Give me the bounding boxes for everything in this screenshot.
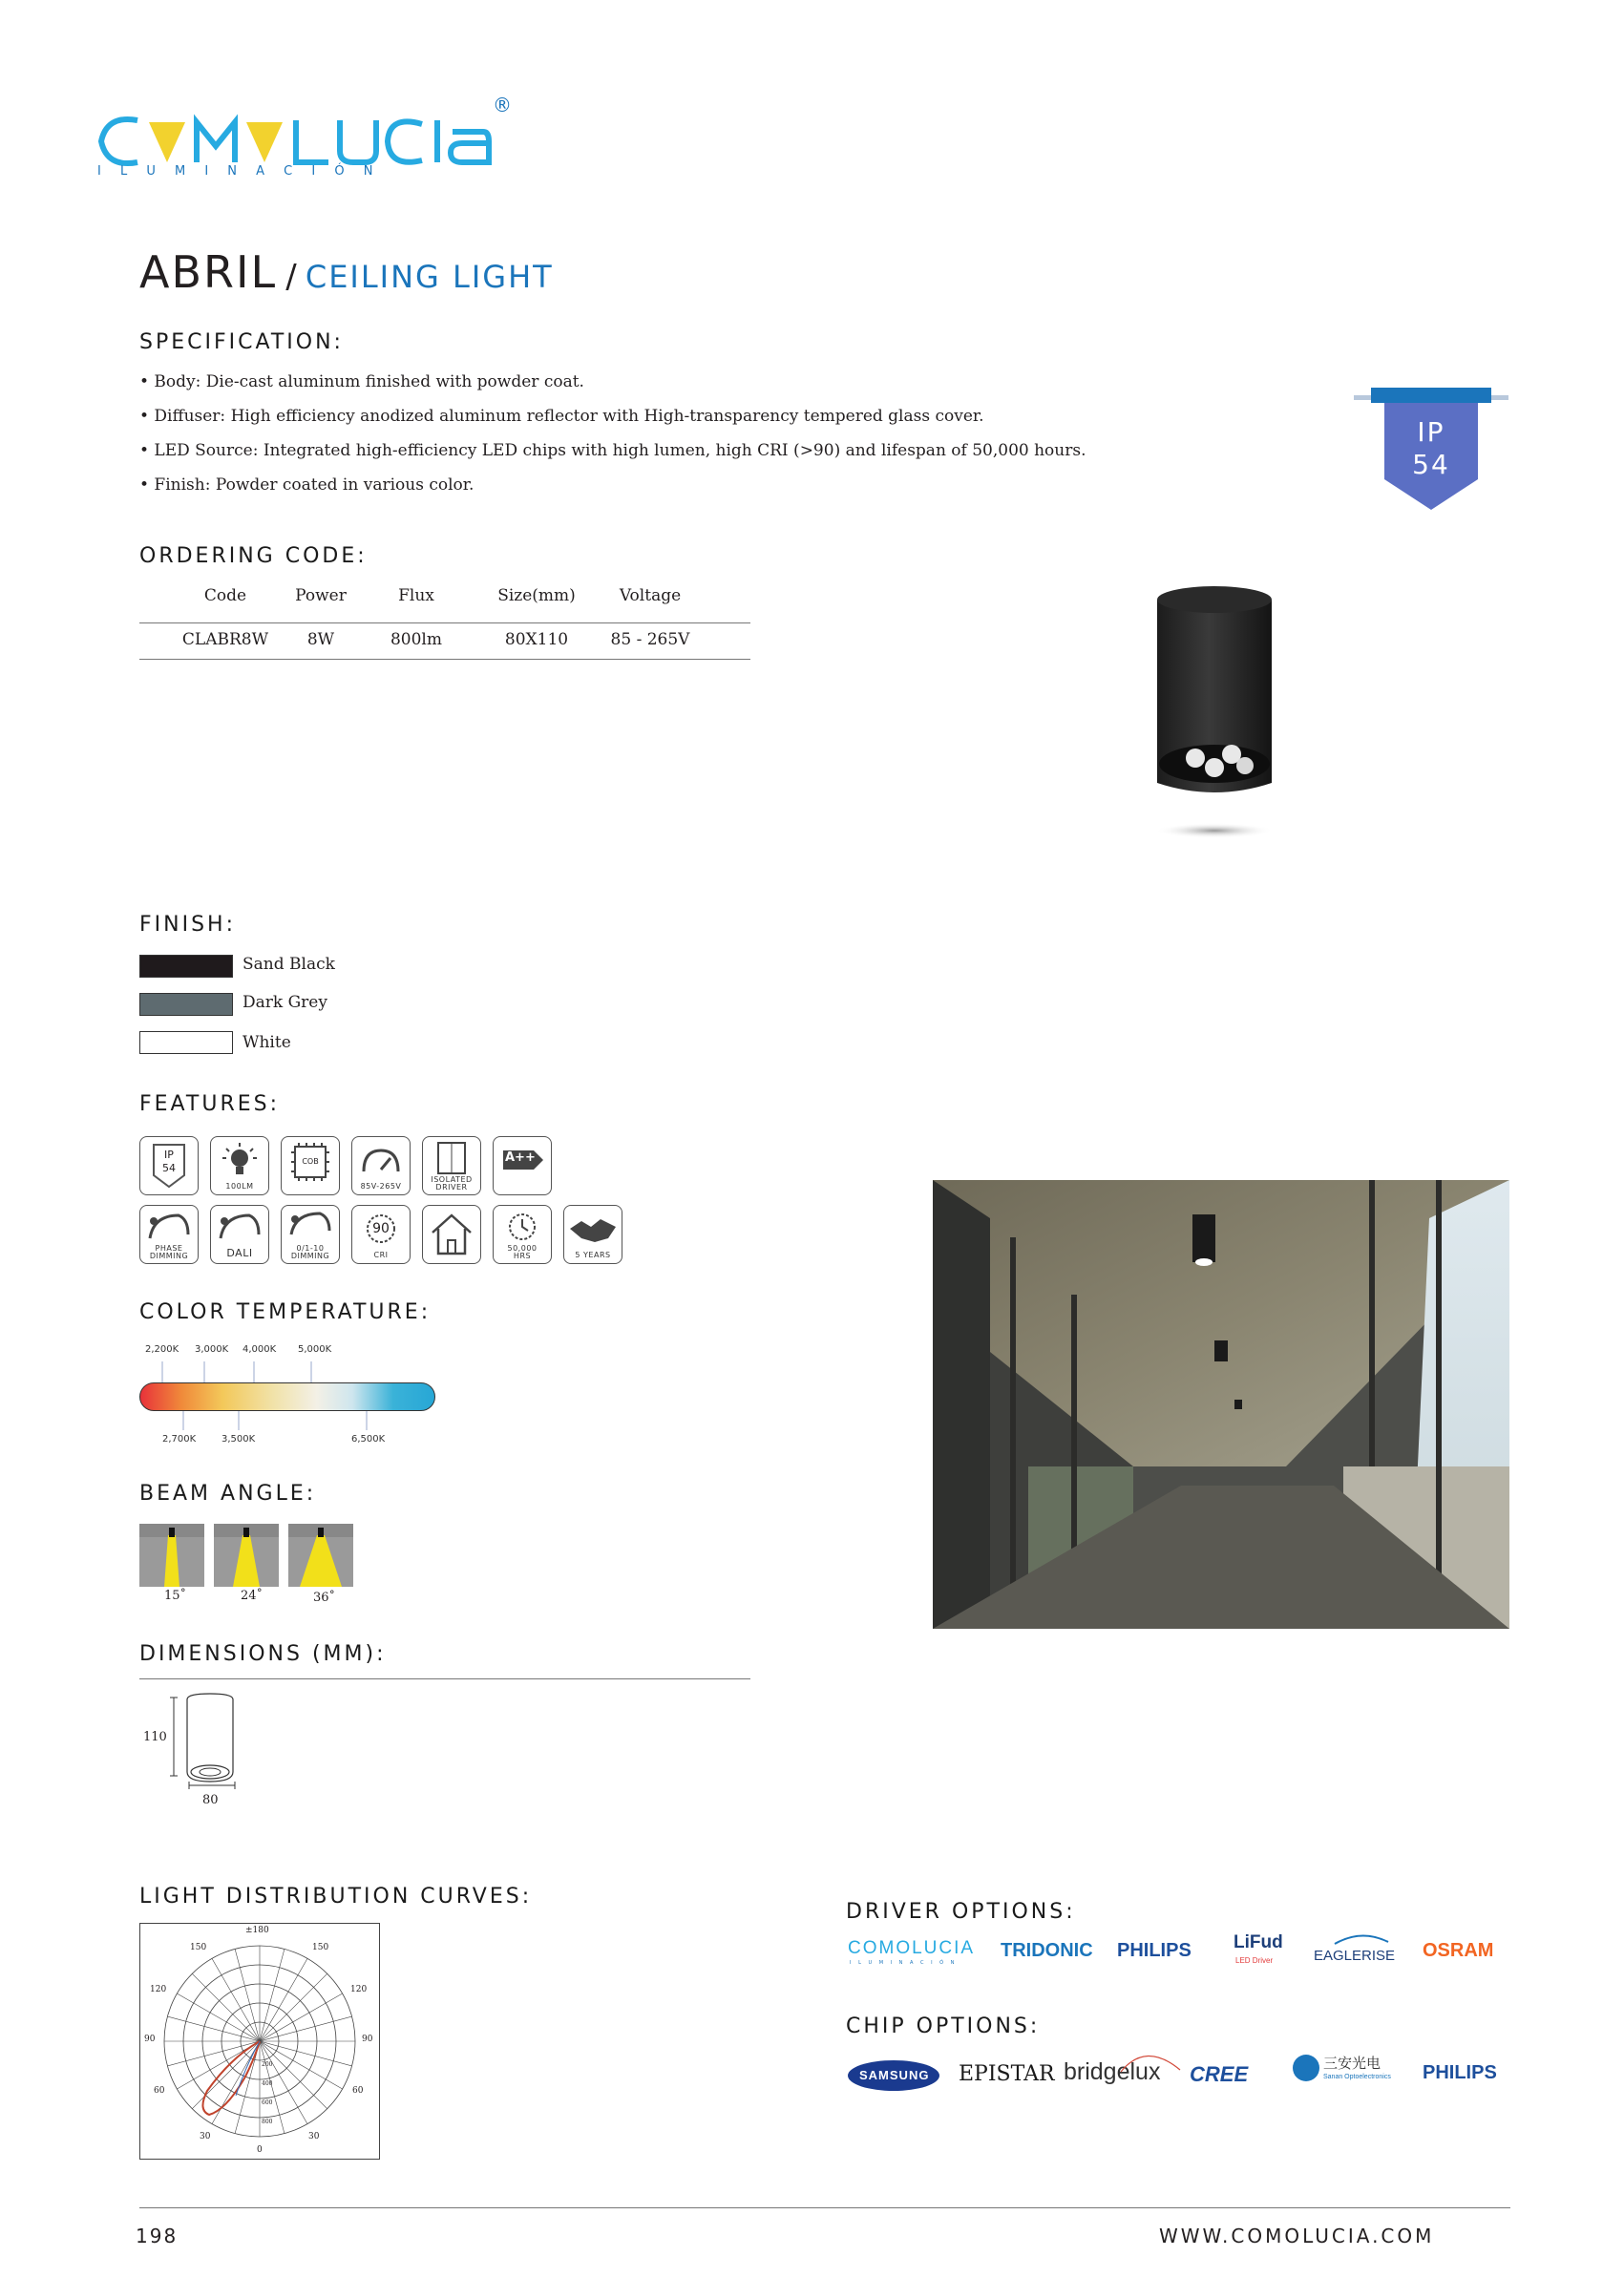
- footer-divider: [139, 2207, 1510, 2208]
- ct-tick-marks: [134, 1356, 439, 1442]
- logo-registered-mark: ®: [493, 94, 512, 116]
- feature-lumen-label: 100LM: [225, 1182, 254, 1191]
- ordering-header-flux: Flux: [398, 586, 434, 605]
- ordering-header-power: Power: [295, 586, 347, 605]
- beam-label-24: 24˚: [241, 1589, 264, 1603]
- installation-photo: [933, 1180, 1509, 1629]
- logo: [94, 94, 523, 189]
- ct-label-4000: 4,000K: [243, 1344, 277, 1355]
- feature-cri-icon: [351, 1205, 411, 1264]
- chip-brand-sanan: 三安光电: [1323, 2055, 1381, 2072]
- polar-label-60-right: 60: [352, 2086, 364, 2096]
- ct-label-5000: 5,000K: [298, 1344, 332, 1355]
- ip-badge: [1354, 388, 1508, 516]
- eaglerise-swoosh-icon: [1333, 1932, 1390, 1946]
- polar-radial-200: 200: [262, 2061, 273, 2068]
- spec-line-body: • Body: Die-cast aluminum finished with powder coat.: [139, 372, 584, 391]
- ordering-cell-power: 8W: [306, 630, 335, 649]
- footer-url[interactable]: WWW.COMOLUCIA.COM: [1159, 2225, 1435, 2247]
- feature-cri-label: CRI: [373, 1251, 389, 1259]
- feature-energy-class-label: A++: [505, 1150, 536, 1165]
- driver-brand-comolucia-tagline: I L U M I N A C I Ó N: [850, 1960, 958, 1966]
- ordering-title: ORDERING CODE:: [139, 544, 368, 568]
- product-name: ABRIL: [139, 246, 278, 298]
- dimensions-divider: [139, 1678, 750, 1679]
- feature-cob-icon: [281, 1136, 340, 1195]
- ordering-header-divider: [139, 622, 750, 623]
- feature-warranty-icon: [563, 1205, 622, 1264]
- finish-swatch-dark-grey: [139, 993, 233, 1016]
- ordering-header-size: Size(mm): [497, 586, 576, 605]
- ordering-cell-voltage: 85 - 265V: [610, 630, 690, 649]
- finish-swatch-white: [139, 1031, 233, 1054]
- product-photo: [1146, 582, 1279, 850]
- driver-brand-philips: PHILIPS: [1117, 1940, 1192, 1961]
- ordering-cell-size: 80X110: [504, 630, 569, 649]
- feature-lumen-icon: [210, 1136, 269, 1195]
- driver-brand-lifud-sub: LED Driver: [1235, 1956, 1274, 1965]
- dimension-height-label: 110: [143, 1730, 167, 1744]
- polar-radial-800: 800: [262, 2119, 273, 2125]
- ordering-cell-code: CLABR8W: [181, 630, 269, 649]
- polar-label-bottom: 0: [257, 2145, 263, 2155]
- spec-line-led-source: • LED Source: Integrated high-efficiency LED chips with high lumen, high CRI (>90) and lifespan of 50,000 hours.: [139, 441, 1086, 460]
- logo-tagline: I L U M I N A C I Ó N: [97, 164, 381, 179]
- dimensions-title: DIMENSIONS (MM):: [139, 1642, 387, 1666]
- polar-label-120-right: 120: [350, 1985, 368, 1994]
- feature-driver-label: DRIVER: [435, 1183, 468, 1192]
- polar-radial-600: 600: [262, 2099, 273, 2106]
- feature-lifespan-value: 50,000: [507, 1244, 538, 1253]
- color-temperature-title: COLOR TEMPERATURE:: [139, 1300, 432, 1324]
- chip-brand-sanan-logo: [1293, 2055, 1319, 2081]
- driver-options-title: DRIVER OPTIONS:: [846, 1900, 1076, 1924]
- feature-lifespan-icon: [493, 1205, 552, 1264]
- feature-phase-dimming-label: DIMMING: [149, 1252, 189, 1260]
- spec-line-diffuser: • Diffuser: High efficiency anodized aluminum reflector with High-transparency tempered glass cover.: [139, 407, 984, 426]
- feature-cri-value: 90: [372, 1221, 390, 1236]
- feature-voltage-icon: [351, 1136, 411, 1195]
- feature-dali-label: DALI: [226, 1247, 253, 1259]
- polar-grid: [140, 1924, 379, 2159]
- ct-label-6500: 6,500K: [351, 1434, 386, 1445]
- finish-label-sand-black: Sand Black: [243, 955, 335, 974]
- driver-brand-tridonic: TRIDONIC: [1001, 1940, 1093, 1961]
- spec-line-finish: • Finish: Powder coated in various color.: [139, 475, 475, 495]
- product-category: CEILING LIGHT: [305, 259, 554, 295]
- dimension-width-label: 80: [202, 1793, 219, 1807]
- polar-label-120-left: 120: [150, 1985, 167, 1994]
- finish-label-dark-grey: Dark Grey: [243, 993, 327, 1012]
- bridgelux-arc-icon: [1117, 2047, 1184, 2076]
- feature-indoor-icon: [422, 1205, 481, 1264]
- driver-brand-lifud: LiFud: [1234, 1932, 1283, 1952]
- feature-lifespan-unit: HRS: [513, 1252, 532, 1260]
- polar-label-30-left: 30: [200, 2132, 211, 2141]
- feature-energy-class-icon: [493, 1136, 552, 1195]
- ct-label-2700: 2,700K: [162, 1434, 197, 1445]
- footer-page-number: 198: [136, 2225, 179, 2247]
- ordering-header-code: Code: [203, 586, 247, 605]
- ip-badge-line1: IP: [1417, 416, 1445, 448]
- ct-label-3000: 3,000K: [195, 1344, 229, 1355]
- distribution-title: LIGHT DISTRIBUTION CURVES:: [139, 1885, 533, 1909]
- feature-isolated-label: ISOLATED: [431, 1175, 473, 1184]
- ordering-table: [139, 579, 750, 664]
- feature-voltage-label: 85V-265V: [360, 1182, 402, 1191]
- feature-warranty-label: 5 YEARS: [575, 1251, 611, 1259]
- feature-ip-text: IP: [164, 1149, 174, 1161]
- polar-label-top: ±180: [245, 1926, 269, 1935]
- finish-title: FINISH:: [139, 913, 237, 937]
- feature-phase-dimming-icon: [139, 1205, 199, 1264]
- driver-brand-eaglerise: EAGLERISE: [1314, 1948, 1396, 1964]
- polar-label-90-right: 90: [362, 2035, 373, 2044]
- feature-phase-label: PHASE: [155, 1244, 183, 1253]
- beam-label-36: 36˚: [313, 1591, 336, 1605]
- feature-dali-icon: [210, 1205, 269, 1264]
- chip-brand-samsung: SAMSUNG: [859, 2068, 930, 2082]
- feature-ip54-icon: [139, 1136, 199, 1195]
- ordering-header-voltage: Voltage: [619, 586, 682, 605]
- chip-brand-philips: PHILIPS: [1423, 2062, 1497, 2083]
- polar-label-150-right: 150: [312, 1943, 329, 1952]
- feature-010-dimming-icon: [281, 1205, 340, 1264]
- ordering-cell-flux: 800lm: [390, 630, 442, 649]
- polar-label-60-left: 60: [154, 2086, 165, 2096]
- finish-label-white: White: [243, 1033, 291, 1052]
- feature-010-dimming-label: DIMMING: [290, 1252, 330, 1260]
- polar-chart: [139, 1923, 380, 2160]
- chip-brand-epistar: EPISTAR: [959, 2062, 1055, 2086]
- chip-brand-bridgelux: bridgelux: [1064, 2058, 1161, 2085]
- polar-label-150-left: 150: [190, 1943, 207, 1952]
- ct-label-3500: 3,500K: [221, 1434, 256, 1445]
- feature-cob-label: COB: [302, 1157, 319, 1166]
- ip-badge-line2: 54: [1412, 449, 1450, 480]
- chip-brand-sanan-sub: Sanan Optoelectronics: [1323, 2074, 1391, 2080]
- finish-swatch-sand-black: [139, 955, 233, 978]
- specification-title: SPECIFICATION:: [139, 330, 344, 354]
- chip-options-title: CHIP OPTIONS:: [846, 2014, 1041, 2038]
- polar-label-30-right: 30: [308, 2132, 320, 2141]
- beam-angle-title: BEAM ANGLE:: [139, 1482, 317, 1506]
- beam-label-15: 15˚: [164, 1589, 187, 1603]
- dimension-width-line: [187, 1780, 244, 1793]
- feature-54-text: 54: [162, 1162, 176, 1174]
- polar-radial-400: 400: [262, 2080, 273, 2087]
- polar-label-90-left: 90: [144, 2035, 156, 2044]
- beam-angle-diagrams: [139, 1524, 369, 1592]
- ct-label-2200: 2,200K: [145, 1344, 179, 1355]
- dimension-drawing: [162, 1692, 277, 1787]
- chip-brand-cree: CREE: [1190, 2062, 1249, 2086]
- product-separator: /: [285, 258, 297, 296]
- driver-brand-osram: OSRAM: [1423, 1940, 1494, 1961]
- ordering-bottom-divider: [139, 659, 750, 660]
- driver-brand-comolucia: COMOLUCIA: [848, 1938, 976, 1958]
- features-title: FEATURES:: [139, 1092, 281, 1116]
- product-title: [139, 246, 554, 298]
- feature-isolated-driver-icon: [422, 1136, 481, 1195]
- feature-010-label: 0/1-10: [296, 1244, 325, 1253]
